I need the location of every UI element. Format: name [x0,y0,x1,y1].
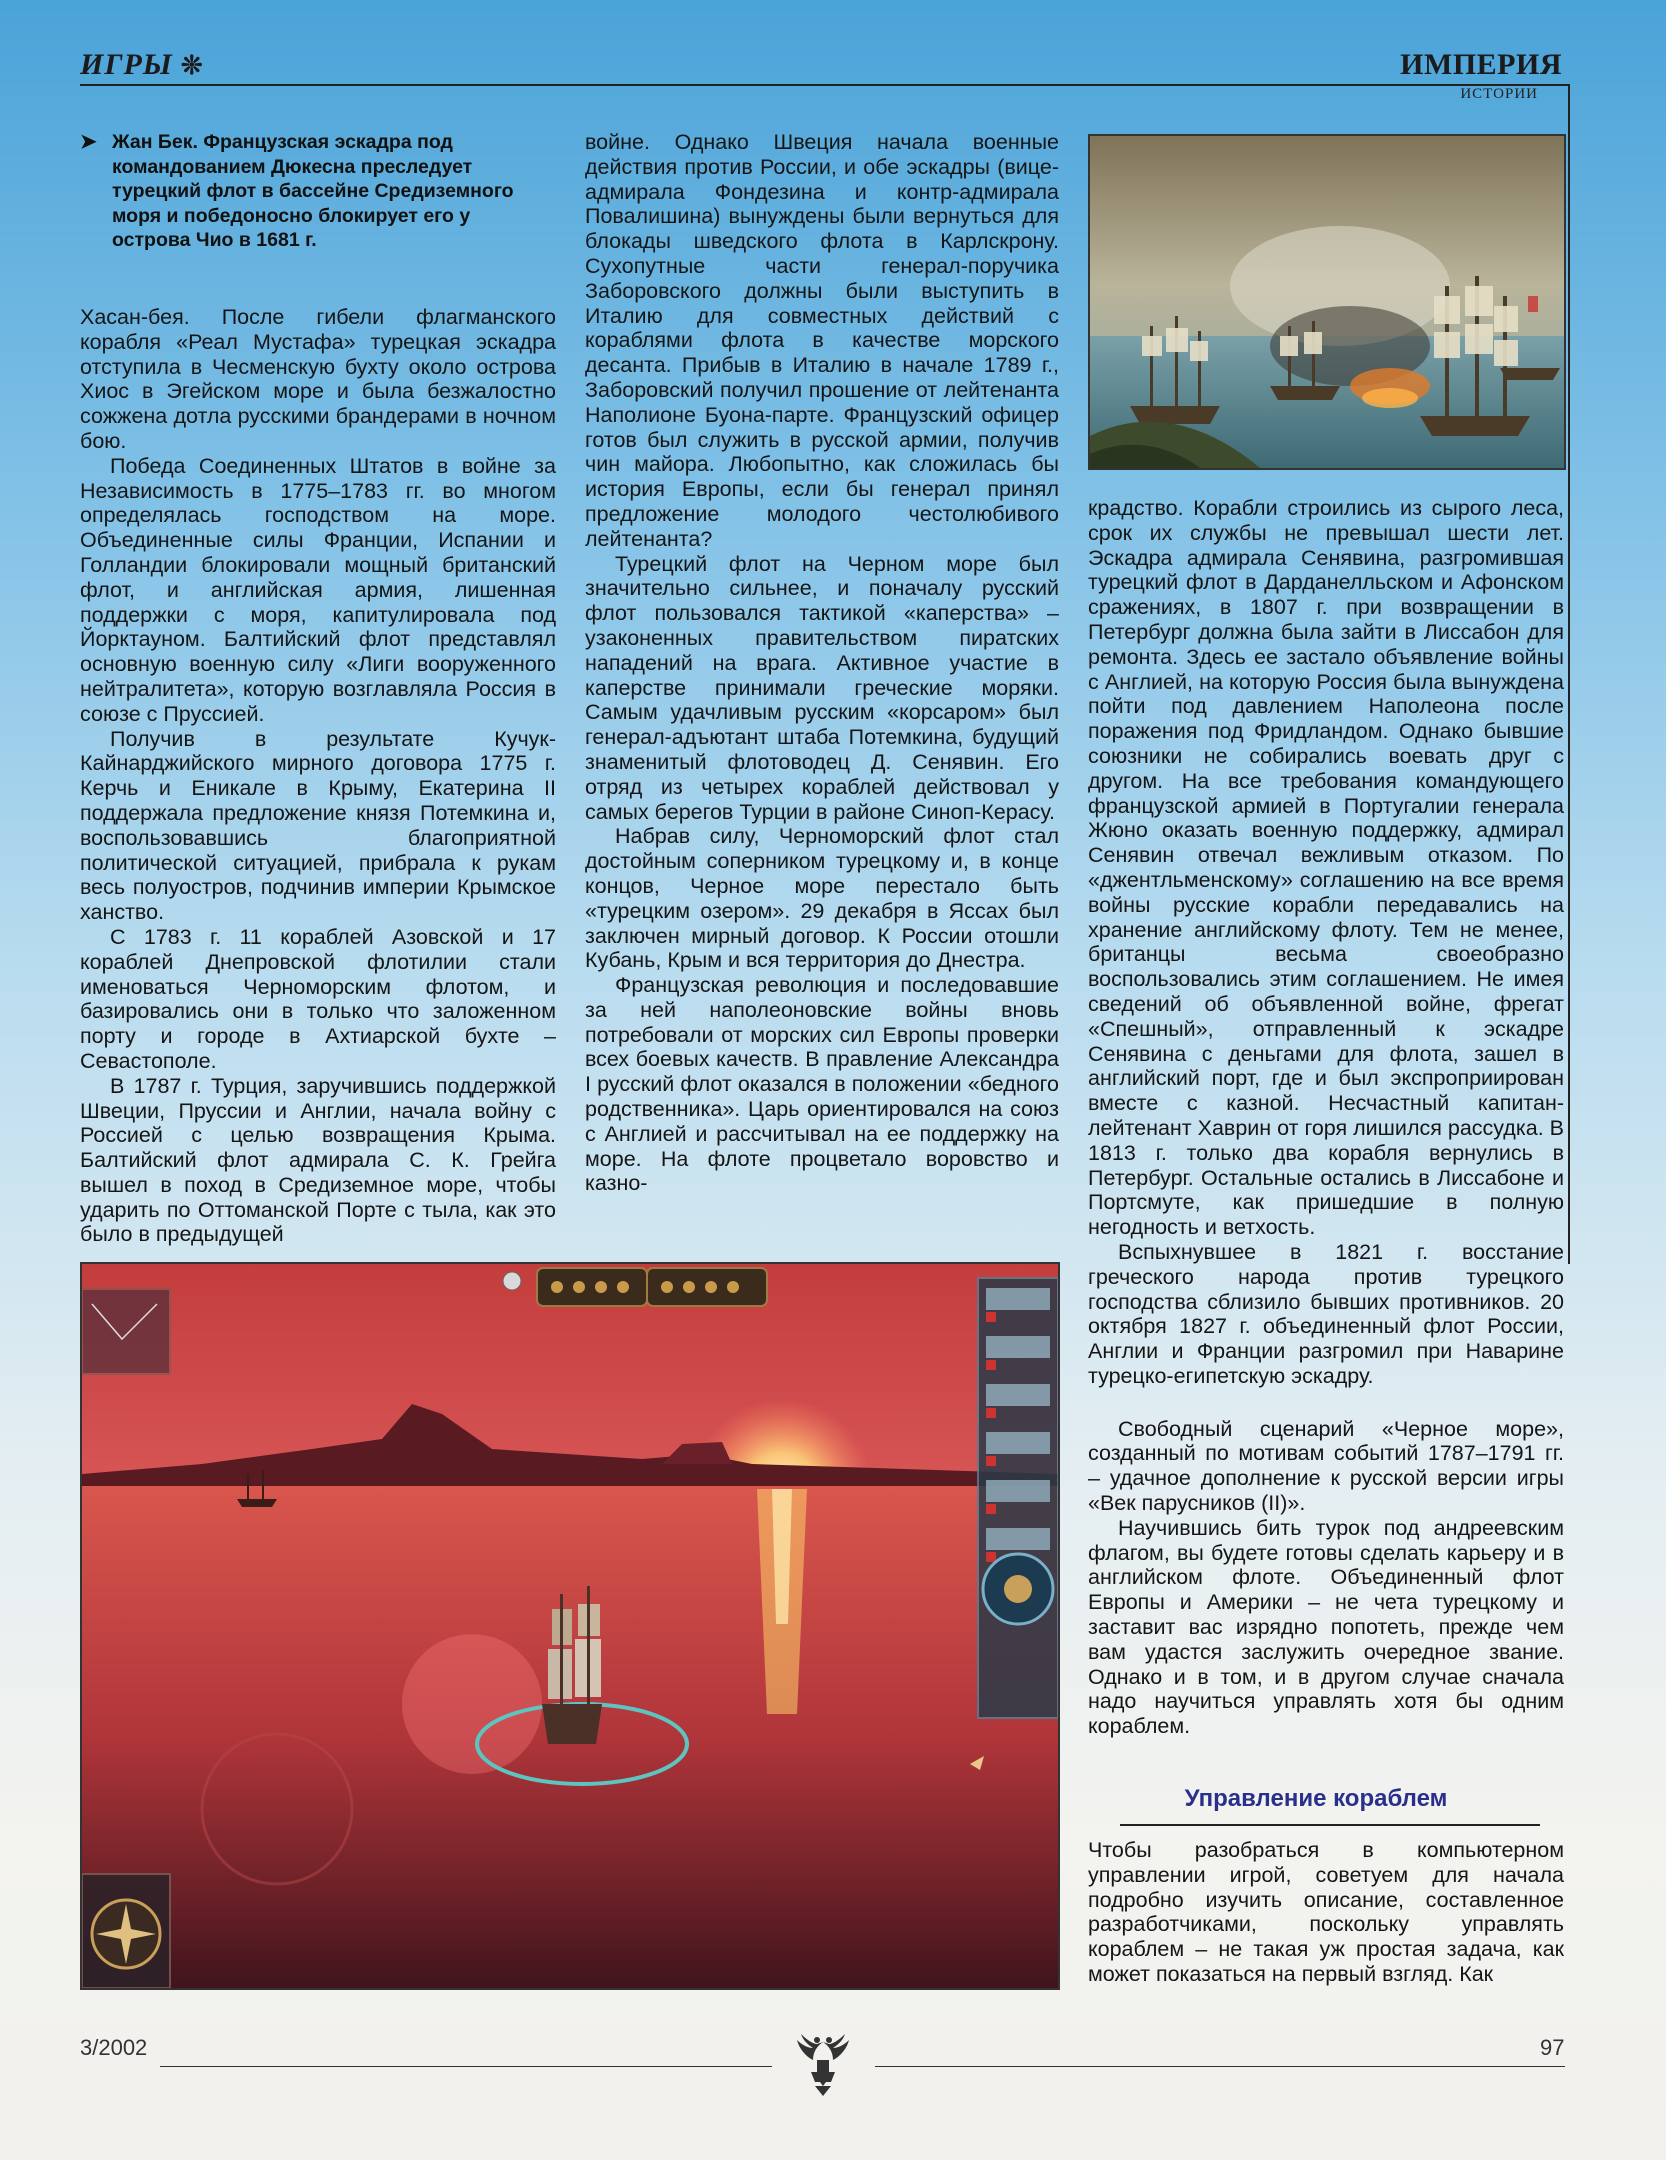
paragraph: Вспыхнувшее в 1821 г. восстание греческого народа против турецкого господства сблизило бывших противников. 20 октября 1827 г. объединенный флот России, Англии и Франции разгромил при Наварине турецко-египетскую эскадру. [1088,1239,1564,1388]
arrow-left-icon: ➤ [80,131,97,153]
snowflake-ornament-icon: ❊ [180,51,204,80]
paragraph: В 1787 г. Турция, заручившись поддержкой Швеции, Пруссии и Англии, начала войну с Россией с целью возвращения Крыма. Балтийский флот адмирала С. К. Грейга вышел в поход в Средиземное море, чтобы ударить по Оттоманской Порте с тыла, как это было в предыдущей [80,1073,556,1247]
paragraph: крадство. Корабли строились из сырого леса, срок их службы не превышал шести лет. Эскадра адмирала Сенявина, разгромившая турецкий флот в Дарданелльском и Афонском сражениях, в 1807 г. при возвращении в Петербург должна была зайти в Лиссабон для ремонта. Здесь ее застало объявление войны с Англией, на которую Россия была вынуждена пойти под давлением Наполеона после поражения под Фридландом. Однако бывшие союзники не собирались воевать друг с другом. На все требования командующего французской армией в Португалии генерала Жюно оказать военную поддержку, адмирал Сенявин отвечал вежливым отказом. По «джентльменскому» соглашению на все время войны русские корабли передавались на хранение английскому флоту. Тем не менее, британцы весьма своеобразно воспользовались этим соглашением. Не имея сведений об объявленной войне, фрегат «Спешный», отправленный к эскадре Сенявина с деньгами для флота, зашел в английский порт, где и был экспроприирован вместе с казной. Несчастный капитан-лейтенант Хаврин от горя лишился рассудка. В 1813 г. только два корабля вернулись в Петербург. Остальные остались в Лиссабоне и Портсмуте, как пришедшие в полную негодность и ветхость. [1088,496,1564,1240]
paragraph: Чтобы разобраться в компьютерном управлении игрой, советуем для начала подробно изучить описание, составленное разработчиками, поскольку управлять кораблем – не такая уж простая задача, как может показаться на первый взгляд. Как [1088,1838,1564,1986]
section-subheading: Управление кораблем [1184,1785,1448,1812]
paragraph: Турецкий флот на Черном море был значительно сильнее, и поначалу русский флот пользовался тактикой «каперства» – узаконенных правительством пиратских нападений на врага. Активное участие в каперстве принимали греческие моряки. Самым удачливым русским «корсаром» был генерал-адъютант штаба Потемкина, будущий знаменитый флотоводец Д. Сенявин. Его отряд из четырех кораблей действовал у самых берегов Турции в районе Синоп-Керасу. [585,551,1059,824]
header-rule [80,84,1570,86]
double-headed-eagle-emblem [795,2032,851,2098]
footer-rule-right [875,2066,1565,2067]
painting-naval-battle [1088,134,1566,470]
right-border-rule [1568,84,1570,1264]
page-number: 97 [1540,2035,1565,2060]
issue-number: 3/2002 [80,2035,148,2060]
paragraph: Хасан-бея. После гибели флагманского корабля «Реал Мустафа» турецкая эскадра отступила в Чесменскую бухту около острова Хиос в Эгейском море и была безжалостно сожжена дотла русскими брандерами в ночном бою. [80,305,556,453]
text-column-2 [585,130,1059,1196]
image-caption: ➤ Жан Бек. Французская эскадра под командованием Дюкесна преследует турецкий флот в бассейне Средиземного моря и победоносно блокирует его у острова Чио в 1681 г. [80,131,514,251]
paragraph: Набрав силу, Черноморский флот стал достойным соперником турецкому и, в конце концов, Черное море перестало быть «турецким озером». 29 декабря в Яссах был заключен мирный договор. К России отошли Кубань, Крым и вся территория до Днестра. [585,824,1059,973]
paragraph: Победа Соединенных Штатов в войне за Независимость в 1775–1783 гг. во многом определялась господством на море. Объединенные силы Франции, Испании и Голландии блокировали мощный британский флот, и английская армия, лишенная поддержки с моря, капитулировала под Йорктауном. Балтийский флот представлял основную военную силу «Лиги вооруженного нейтралитета», которую возглавляла Россия в союзе с Пруссией. [80,453,556,726]
text-column-1 [80,305,556,1247]
footer-rule-left [160,2066,772,2067]
paragraph: Научившись бить турок под андреевским флагом, вы будете готовы сделать карьеру и в английском флоте. Объединенный флот Европы и Америки – не чета турецкому и заставит вас изрядно попотеть, прежде чем вам удастся заслужить очередное звание. Однако и в том, и в другом случае сначала надо научиться управлять хотя бы одним кораблем. [1088,1515,1564,1739]
rubric-subtitle: ИСТОРИИ [1460,86,1538,102]
paragraph: Французская революция и последовавшие за ней наполеоновские войны вновь потребовали от морских сил Европы проверки всех боевых качеств. В правление Александра I русский флот оказался в положении «бедного родственника». Царь ориентировался на союз с Англией и рассчитывал на ее поддержку на море. На флоте процветало воровство и казно- [585,973,1059,1196]
game-screenshot [80,1262,1060,1990]
text-column-3-continued [1088,1838,1564,1987]
section-label: ИГРЫ ❊ [80,48,204,81]
paragraph: С 1783 г. 11 кораблей Азовской и 17 кораблей Днепровской флотилии стали именоваться Черноморским флотом, и базировались они в только что заложенном порту и городе в Ахтиарской бухте – Севастополе. [80,924,556,1073]
subheading-rule [1120,1824,1540,1826]
text-column-3 [1088,496,1564,1739]
paragraph: Получив в результате Кучук-Кайнарджийского мирного договора 1775 г. Керчь и Еникале в Крыму, Екатерина II поддержала предложение князя Потемкина и, воспользовавшись благоприятной политической ситуацией, прибрала к рукам весь полуостров, подчинив империи Крымское ханство. [80,726,556,925]
paragraph: Свободный сценарий «Черное море», созданный по мотивам событий 1787–1791 гг. – удачное дополнение к русской версии игры «Век парусников (II)». [1088,1416,1564,1516]
rubric-title: ИМПЕРИЯ [1400,48,1562,81]
paragraph: войне. Однако Швеция начала военные действия против России, и обе эскадры (вице-адмирала Фондезина и контр-адмирала Повалишина) вынуждены были вернуться для блокады шведского флота в Карлскрону. Сухопутные части генерал-поручика Заборовского должны были выступить в Италию для совместных действий с кораблями флота в качестве морского десанта. Прибыв в Италию в начале 1789 г., Заборовский получил прошение от лейтенанта Наполионе Буона-парте. Французский офицер готов был служить в русской армии, получив чин майора. Любопытно, как сложилась бы история Европы, если бы генерал принял предложение молодого честолюбивого лейтенанта? [585,130,1059,551]
